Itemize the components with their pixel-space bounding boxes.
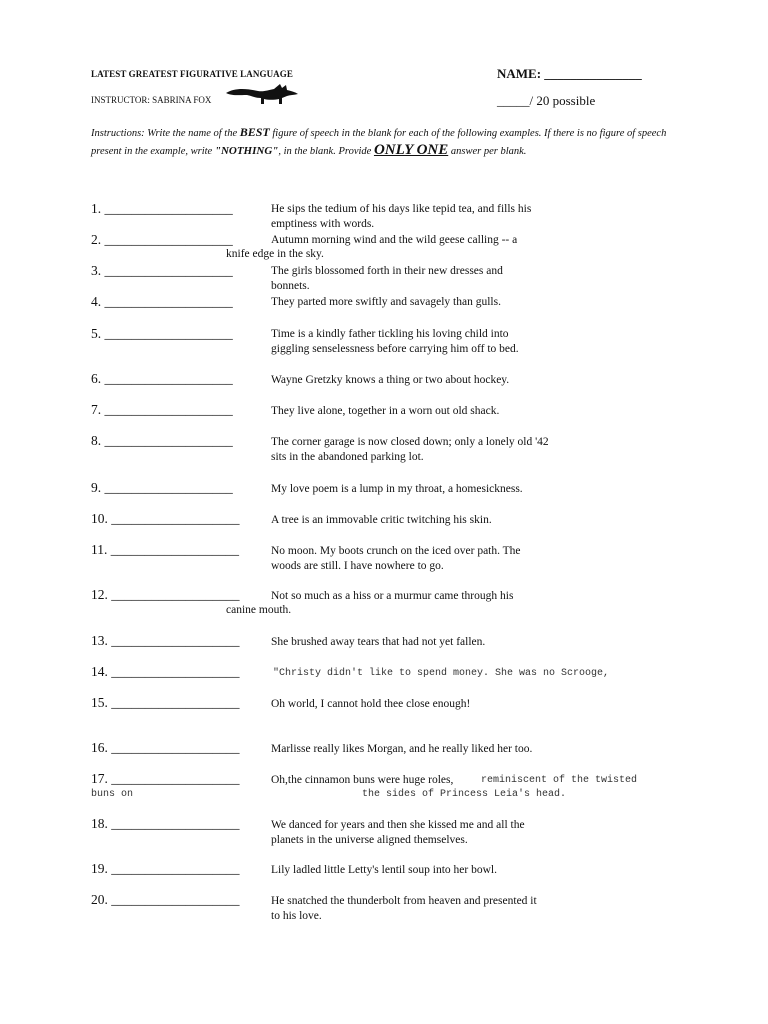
answer-blank-8[interactable]: 8. ___________________ [91, 433, 233, 448]
answer-blank-17[interactable]: 17. ___________________ [91, 771, 240, 786]
instructions-text-2: figure of speech in the blank for each of the following examples. If there is no figure of speech present in the example, write [91, 128, 667, 157]
example-9: My love poem is a lump in my throat, a homesickness. [271, 483, 523, 495]
answer-blank-16[interactable]: 16. ___________________ [91, 740, 240, 755]
example-4: They parted more swiftly and savagely than gulls. [271, 296, 501, 308]
example-17: Oh,the cinnamon buns were huge roles, [271, 774, 454, 786]
example-6: Wayne Gretzky knows a thing or two about hockey. [271, 374, 510, 386]
example-2: Autumn morning wind and the wild geese calling -- a [271, 234, 518, 246]
instructor-name: INSTRUCTOR: SABRINA FOX [91, 95, 212, 105]
example-17-wrap-left: buns on [91, 789, 134, 800]
example-line: giggling senselessness before carrying him off to bed. [271, 343, 519, 355]
answer-blank-10[interactable]: 10. ___________________ [91, 511, 240, 526]
example-3 [271, 264, 503, 294]
answer-blank-18[interactable]: 18. ___________________ [91, 816, 240, 831]
answer-blank-6[interactable]: 6. ___________________ [91, 371, 233, 386]
example-line: No moon. My boots crunch on the iced over path. The [271, 545, 521, 557]
example-10: A tree is an immovable critic twitching his skin. [271, 514, 492, 526]
example-1 [271, 202, 531, 232]
example-17-monospace: reminiscent of the twisted [481, 775, 638, 786]
answer-blank-12[interactable]: 12. ___________________ [91, 587, 240, 602]
answer-blank-13[interactable]: 13. ___________________ [91, 633, 240, 648]
instructions-text-3: , in the blank. Provide [278, 146, 374, 157]
example-line: He snatched the thunderbolt from heaven and presented it [271, 895, 537, 907]
example-line: The girls blossomed forth in their new dresses and [271, 265, 503, 277]
example-line: sits in the abandoned parking lot. [271, 451, 424, 463]
answer-blank-19[interactable]: 19. ___________________ [91, 861, 240, 876]
instructions-text-1: Instructions: Write the name of the [91, 128, 240, 139]
example-line: to his love. [271, 910, 322, 922]
example-line: The corner garage is now closed down; only a lonely old '42 [271, 436, 549, 448]
answer-blank-15[interactable]: 15. ___________________ [91, 695, 240, 710]
example-line: We danced for years and then she kissed me and all the [271, 819, 525, 831]
example-11 [271, 544, 521, 574]
answer-blank-3[interactable]: 3. ___________________ [91, 263, 233, 278]
example-16: Marlisse really likes Morgan, and he really liked her too. [271, 743, 533, 755]
example-7: They live alone, together in a worn out old shack. [271, 405, 500, 417]
name-field-label: NAME: _______________ [497, 66, 642, 81]
example-line: He sips the tedium of his days like tepid tea, and fills his [271, 203, 532, 215]
example-5 [271, 327, 519, 357]
only-one-emphasis: ONLY ONE [373, 142, 449, 158]
answer-blank-9[interactable]: 9. ___________________ [91, 480, 233, 495]
answer-blank-5[interactable]: 5. ___________________ [91, 326, 233, 341]
example-line: woods are still. I have nowhere to go. [271, 560, 444, 572]
best-emphasis: BEST [239, 125, 270, 139]
example-12: Not so much as a hiss or a murmur came through his [271, 590, 514, 602]
example-line: bonnets. [271, 280, 310, 292]
worksheet-title: LATEST GREATEST FIGURATIVE LANGUAGE [91, 69, 293, 79]
example-14: "Christy didn't like to spend money. She was no Scrooge, [273, 668, 610, 679]
instructions-text-4: answer per blank. [448, 146, 527, 157]
nothing-emphasis: "NOTHING" [214, 145, 279, 157]
example-18 [271, 818, 525, 848]
example-12-continued: canine mouth. [226, 604, 292, 616]
answer-blank-14[interactable]: 14. ___________________ [91, 664, 240, 679]
answer-blank-1[interactable]: 1. ___________________ [91, 201, 233, 216]
example-19: Lily ladled little Letty's lentil soup into her bowl. [271, 864, 497, 876]
fox-icon [224, 80, 300, 106]
example-8 [271, 435, 549, 465]
example-line: planets in the universe aligned themselves. [271, 834, 468, 846]
example-13: She brushed away tears that had not yet fallen. [271, 636, 486, 648]
answer-blank-20[interactable]: 20. ___________________ [91, 892, 240, 907]
example-15: Oh world, I cannot hold thee close enough! [271, 698, 471, 710]
answer-blank-11[interactable]: 11. ___________________ [91, 542, 239, 557]
example-20 [271, 894, 537, 924]
score-field: _____/ 20 possible [497, 93, 596, 108]
answer-blank-2[interactable]: 2. ___________________ [91, 232, 233, 247]
example-line: Time is a kindly father tickling his loving child into [271, 328, 509, 340]
answer-blank-7[interactable]: 7. ___________________ [91, 402, 233, 417]
example-2-continued: knife edge in the sky. [226, 248, 324, 260]
instructions-paragraph [91, 124, 686, 160]
answer-blank-4[interactable]: 4. ___________________ [91, 294, 233, 309]
example-line: emptiness with words. [271, 218, 375, 230]
example-17-wrap-right: the sides of Princess Leia's head. [362, 789, 567, 800]
